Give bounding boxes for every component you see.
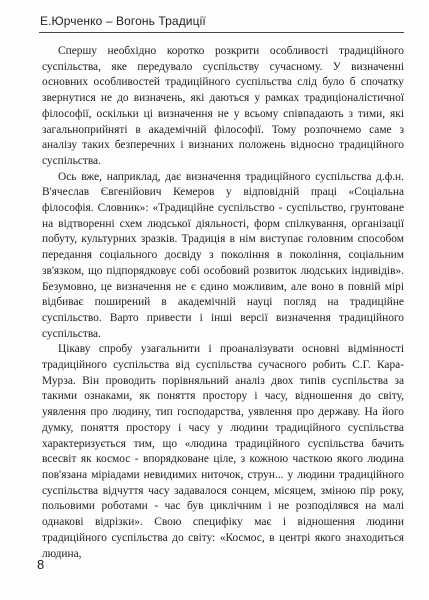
paragraph: Ось вже, наприклад, дає визначення традиційного суспільства д.ф.н. В'ячеслав Євгенійович Кемеров у відповідній праці «Соціальна філософія. Словник»: «Традиційне суспільство - суспільство, грунтоване на відтворенні схем людської діяльності, форм спілкування, організації побуту, культурних зразків. Традиція в нім виступає головним способом передання соціального досвіду з покоління в покоління, соціальним зв'язком, що підпорядковує собі особовий розвиток людських індивідів». Безумовно, це визначення не є єдино можливим, але воно в повній мірі відбиває поширений в академічній науці погляд на традиційне суспільство. Варто привести і інші версії визначення традиційного суспільства. — [42, 170, 404, 340]
header-rule — [39, 32, 404, 33]
running-header-title: Е.Юрченко – Вогонь Традиції — [40, 14, 206, 28]
paragraph: Цікаву спробу узагальнити і проаналізувати основні відмінності традиційного суспільства від суспільства сучасного робить С.Г. Кара-Мурза. Він проводить порівняльний аналіз двох типів суспільства за такими ознаками, як поняття простору і часу, відношення до світу, уявлення про людину, тип господарства, уявлення про державу. На його думку, поняття простору і часу у людини традиційного суспільства характеризується тим, що «людина традиційного суспільства бачить всесвіт як космос - впорядковане ціле, з кожною часткою якого людина пов'язана міріадами невидимих ниточок, струн... у людини традиційного суспільства відчуття часу задавалося сонцем, місяцем, зміною пір року, польовими роботами - час був циклічним і не розподілявся на малі однакові відрізки». Свою специфіку має і відношення людини традиційного суспільства до світу: «Космос, в центрі якого знаходиться людина, — [42, 343, 404, 560]
page-number: 8 — [37, 557, 45, 572]
paragraph: Спершу необхідно коротко розкрити особливості традиційного суспільства, яке передувало суспільству сучасному. У визначенні основних особливостей традиційного суспільства слід було б спочатку звернутися не до визначень, які даються у рамках традиціоналістичної філософії, оскільки ці визначення не у всьому співпадають з тими, які загальноприйняті в академічній філософії. Тому розпочнемо саме з аналізу таких безперечних і визнаних положень відносно традиційного суспільства. — [42, 45, 404, 167]
body-text — [42, 44, 404, 562]
